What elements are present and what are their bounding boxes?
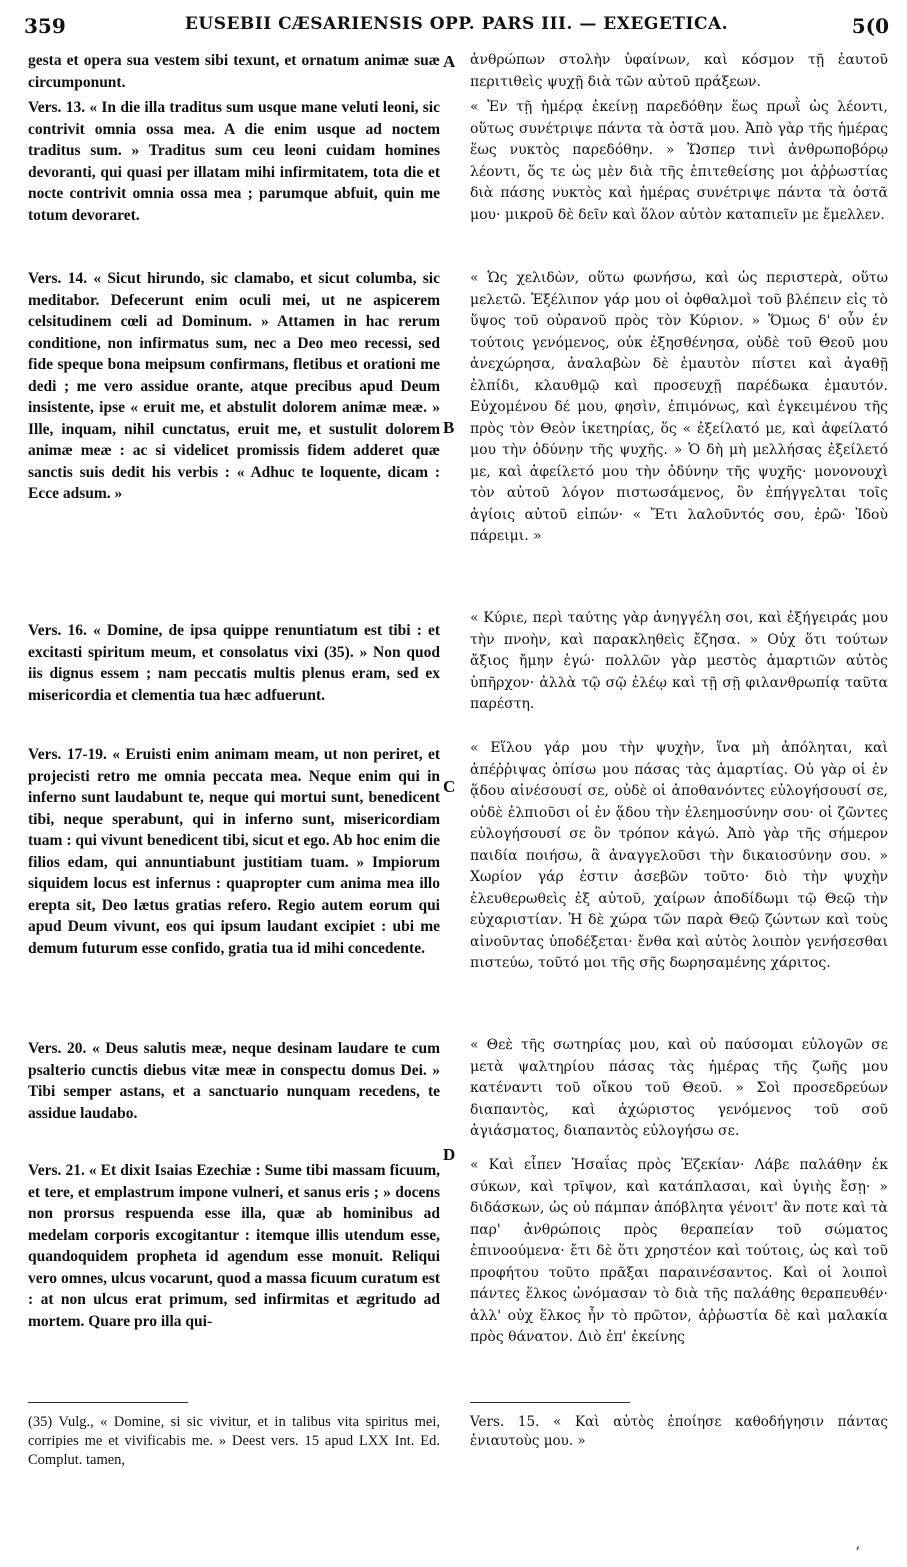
latin-paragraph: Vers. 16. « Domine, de ipsa quippe renuntiatum est tibi : et excitasti spiritum meum, et consolatus vixi (35). » Non quod iis dignus essem ; nam peccatis multis plenus eram, sed ex misericordia et clementia tua hæc adfuerunt. [28, 622, 440, 704]
latin-paragraph: Vers. 20. « Deus salutis meæ, neque desinam laudare te cum psalterio cunctis diebus vitæ meæ in conspectu domus Dei. » Tibi semper astans, et a sanctuario nunquam recedens, te assidue laudabo. [28, 1040, 440, 1122]
footnote-rule-left [28, 1402, 188, 1403]
latin-paragraph: Vers. 14. « Sicut hirundo, sic clamabo, et sicut columba, sic meditabor. Defecerunt enim oculi mei, ut ne aspicerem celsitudinem cœli ad Dominum. » Attamen in hac rerum conditione, non infirmatus sum, nec a Deo meo recessi, sed fide speque bona meipsum confirmans, fletibus et orationi me dedi ; me vero assidue orante, atque precibus apud Deum insistente, ipse « eruit me, et abstulit dolorem animæ meæ. » Ille, inquam, nihil cunctatus, eruit me, et sustulit dolorem animæ meæ : ac si videlicet promissis fidem adderet quæ sanctis suis dedit his verbis : « Adhuc te loquente, dicam : Ecce adsum. » [28, 270, 440, 502]
greek-paragraph: « Ὡς χελιδὼν, οὕτω φωνήσω, καὶ ὡς περιστερὰ, οὕτω μελετῶ. Ἐξέλιπον γάρ μου οἱ ὀφθαλμοὶ τοῦ βλέπειν εἰς τὸ ὕψος τοῦ οὐρανοῦ πρὸς τὸν Κύριον. » Ὅμως δ' οὖν ἐν τούτοις γενόμενος, οὐκ ἐξησθένησα, οὐδὲ τοῦ Θεοῦ μου ἀνεχώρησα, ἀναλαβὼν δὲ ἐμαυτὸν πίστει καὶ ἀγαθῇ ἐλπίδι, κλαυθμῷ καὶ προσευχῇ παρέδωκα ἐμαυτόν. Εὐχομένου δέ μου, φησὶν, ἐπιμόνως, καὶ ἐγκειμένου τῆς πρὸς τὸν Θεὸν ἱκετηρίας, ὅς « ἐξείλατό με, καὶ ἀφείλατό μου τὴν ὀδύνην τῆς ψυχῆς. » Ὁ δὴ μὴ μελλήσας ἐξείλετό με, καὶ ἀφείλετό μου τὴν ὀδύνην τῆς ψυχῆς· μονονουχὶ τὸν αὐτοῦ λόγον πιστωσάμενος, ὃν ἐπήγγελται τοῖς ἁγίοις αὐτοῦ εἰπών· « Ἔτι λαλοῦντός σου, ἐρῶ· Ἰδοὺ πάρειμι. » [470, 270, 888, 544]
footnote-greek: Vers. 15. « Καὶ αὐτὸς ἐποίησε καθοδήγησιν πάντας ἐνιαυτοὺς μου. » [470, 1414, 888, 1449]
greek-paragraph: ἀνθρώπων στολὴν ὑφαίνων, καὶ κόσμον τῇ ἑαυτοῦ περιτιθεὶς ψυχῇ διὰ τῶν αὐτοῦ πράξεων. [470, 52, 888, 90]
latin-paragraph: Vers. 13. « In die illa traditus sum usque mane veluti leoni, sic contrivit omnia ossa mea. A die enim usque ad noctem traditus sum. » Traditus sum ceu leoni cuidam homines devoranti, qui quasi per illatam mihi infirmitatem, tota die et nocte contrivit omnia ossa mea ; parumque abfuit, quin me totum devoraret. [28, 99, 440, 224]
footnote-rule-right [470, 1402, 630, 1403]
footnote-latin: (35) Vulg., « Domine, si sic vivitur, et in talibus vita spiritus mei, corripies me et vivificabis me. » Deest vers. 15 apud LXX Int. Ed. Complut. tamen, [28, 1414, 440, 1468]
greek-paragraph: « Θεὲ τῆς σωτηρίας μου, καὶ οὐ παύσομαι εὐλογῶν σε μετὰ ψαλτηρίου πάσας τὰς ἡμέρας τῆς ζωῆς μου κατέναντι τοῦ οἴκου τοῦ Θεοῦ. » Σοὶ προσεδρεύων διαπαντὸς, καὶ ἀχώριστος γενόμενος τοῦ σοῦ ἁγιάσματος, διαπαντὸς εὐλογήσω σε. [470, 1037, 888, 1139]
page-number-left: 359 [24, 14, 66, 38]
margin-letter-d: D [443, 1145, 456, 1164]
margin-letter-a: A [443, 52, 456, 71]
margin-letter-c: C [443, 777, 456, 796]
margin-letter-b: B [443, 418, 455, 437]
running-title: EUSEBII CÆSARIENSIS OPP. PARS III. — EXEGETICA. [184, 14, 729, 34]
latin-paragraph: Vers. 17-19. « Eruisti enim animam meam, ut non periret, et projecisti retro me omnia peccata mea. Neque enim qui in inferno sunt laudabunt te, neque qui mortui sunt, benedicent tibi, neque sperabunt, qui in inferno sunt, misericordiam tuam : qui vivunt benedicent tibi, sicut et ego. Ab hoc enim die filios edam, qui annuntiabunt justitiam tuam. » Impiorum siquidem locus est infernus : quapropter cum anima mea illo erepta sit, Deo lætus gratias refero. Regio autem eorum qui apud Deum vivunt, eos qui ipsum laudant excipiet : ubi me demum futurum esse confido, gratia tua id mihi concedente. [28, 746, 440, 957]
greek-paragraph: « Εἵλου γάρ μου τὴν ψυχὴν, ἵνα μὴ ἀπόληται, καὶ ἀπέῤῥιψας ὀπίσω μου πάσας τὰς ἁμαρτίας. Οὐ γὰρ οἱ ἐν ᾅδου αἰνέσουσί σε, οὐδὲ οἱ ἀποθανόντες εὐλογήσουσί σε, οὐδὲ ἐλπιοῦσι οἱ ἐν ᾅδου τὴν ἐλεημοσύνην σου· οἱ ζῶντες εὐλογήσουσί σε ὃν τρόπον κἀγώ. Ἀπὸ γὰρ τῆς σήμερον παιδία ποιήσω, ἃ ἀναγγελοῦσι τὴν δικαιοσύνην σου. » Χωρίον γάρ ἐστιν ἀσεβῶν τοῦτο· διὸ τὴν ψυχὴν ἐλευθερωθεὶς ἐξ αὐτοῦ, χαίρων ἀποδίδωμι τῷ Θεῷ τὴν εὐχαριστίαν. Ἡ δὲ χώρα τῶν παρὰ Θεῷ ζώντων καὶ τοὺς αἰνοῦντας ὑποδέξεται· ἔνθα καὶ αὐτὸς λοιπὸν γενήσεσθαι πιστεύω, τοῦτό μοι τῆς σῆς δωρησαμένης χάριτος. [470, 740, 888, 971]
latin-paragraph: Vers. 21. « Et dixit Isaias Ezechiæ : Sume tibi massam ficuum, et tere, et emplastrum impone vulneri, et sanus eris ; » docens non prorsus respuenda esse illa, quæ ab hominibus ad medelam corporis excogitantur : itemque illis utendum esse, quandoquidem propheta id agendum esse monuit. Reliqui vero omnes, ulcus vocarunt, quod a massa ficuum curatum est : at non ulcus erat primum, sed infirmitas et ægritudo ad mortem. Quare pro illa qui- [28, 1162, 440, 1330]
greek-paragraph: « Ἐν τῇ ἡμέρᾳ ἐκείνῃ παρεδόθην ἕως πρωῒ ὡς λέοντι, οὕτως συνέτριψε πάντα τὰ ὀστᾶ μου. Ἀπὸ γὰρ τῆς ἡμέρας ἕως νυκτὸς παρεδόθην. » Ὥσπερ τινὶ ἀνθρωποβόρῳ λέοντι, ὅς τε ὡς μὲν διὰ τῆς ἐπιτεθείσης μοι ἀῤῥωστίας διὰ πάσης νυκτὸς καὶ ἡμέρας συνέτριψε πάντα τὰ ὀστᾶ μου· μικροῦ δὲ δεῖν καὶ ὅλον αὐτὸν καταπιεῖν με ἔμελλεν. [470, 99, 888, 223]
latin-paragraph: gesta et opera sua vestem sibi texunt, et ornatum animæ suæ circumponunt. [28, 52, 440, 91]
page-header [24, 14, 889, 40]
greek-paragraph: « Κύριε, περὶ ταύτης γὰρ ἀνηγγέλη σοι, καὶ ἐξήγειράς μου τὴν πνοὴν, καὶ παρακληθεὶς ἔζησα. » Οὐχ ὅτι τούτων ἄξιος ἤμην ἐγώ· πολλῶν γὰρ μεστὸς ἁμαρτιῶν αὐτὸς ὑπῆρχον· ἀλλὰ τῷ σῷ ἐλέῳ καὶ τῇ σῇ φιλανθρωπίᾳ ταῦτα παρέστη. [470, 610, 888, 712]
stray-mark: ʼ [855, 1545, 860, 1561]
page-number-right: 5(0 [851, 14, 889, 38]
greek-paragraph: « Καὶ εἶπεν Ἡσαΐας πρὸς Ἐζεκίαν· Λάβε παλάθην ἐκ σύκων, καὶ τρῖψον, καὶ κατάπλασαι, καὶ ὑγιὴς ἔσῃ· » διδάσκων, ὡς οὐ πάμπαν ἀπόβλητα γένοιτ' ἂν ποτε καὶ τὰ παρ' ἀνθρώποις πρὸς θεραπείαν τοῦ σώματος ἐπινοούμενα· ἔτι δὲ ὅτι χρηστέον καὶ τούτοις, ὡς καὶ τοῦ προφήτου τοῦτο πρᾶξαι παραινέσαντος. Καὶ οἱ λοιποὶ πάντες ἕλκος ὠνόμασαν τὸ διὰ τῆς παλάθης θεραπευθέν· ἀλλ' οὐχ ἕλκος ἦν τὸ πρῶτον, ἀῤῥωστία δὲ καὶ μαλακία πρὸς θάνατον. Διὸ ἐπ' ἐκείνης [470, 1157, 888, 1345]
